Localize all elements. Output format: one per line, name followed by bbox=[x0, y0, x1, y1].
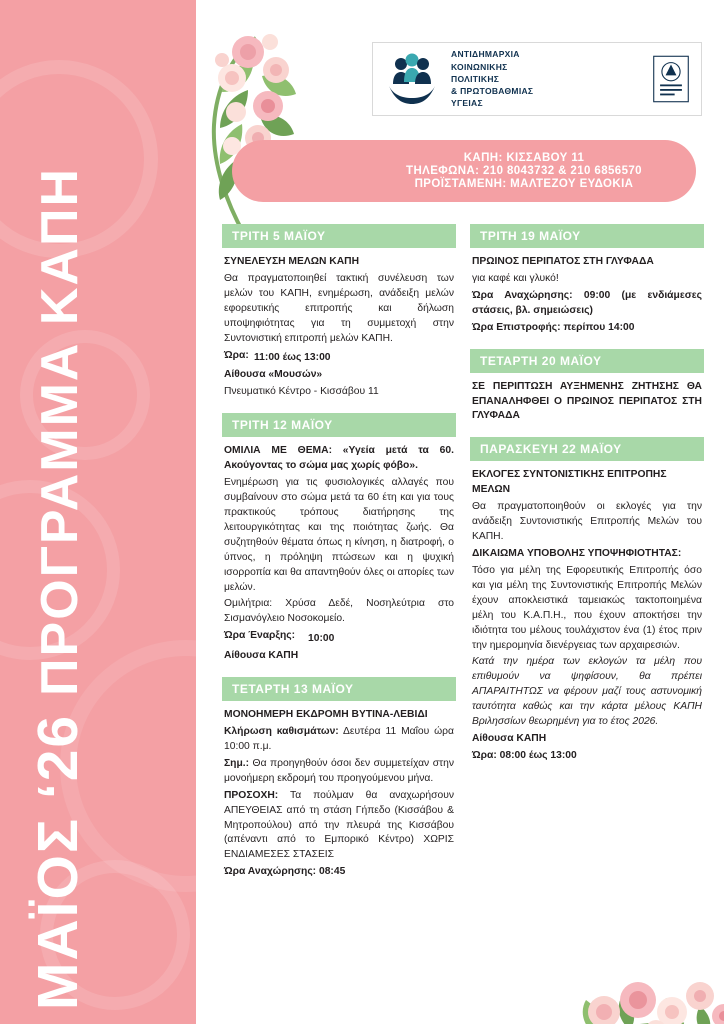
section-header-may19: ΤΡΙΤΗ 19 ΜΑΪΟΥ bbox=[470, 224, 704, 248]
logo-text: ΑΝΤΙΔΗΜΑΡΧΙΑ ΚΟΙΝΩΝΙΚΗΣ ΠΟΛΙΤΙΚΗΣ & ΠΡΩΤΟΒΑΘΜΙΑΣ ΥΓΕΙΑΣ bbox=[451, 49, 534, 109]
kapi-manager: ΠΡΟΪΣΤΑΜΕΝΗ: ΜΑΛΤΕΖΟΥ ΕΥΔΟΚΙΑ bbox=[414, 178, 634, 190]
hands-holding-people-icon bbox=[381, 50, 443, 108]
event-text-may19: για καφέ και γλυκό! bbox=[472, 272, 559, 284]
event-attention-may13: ΠΡΟΣΟΧΗ: Τα πούλμαν θα αναχωρήσουν ΑΠΕΥΘΕΙΑΣ από τη στάση Γήπεδο (Κισσάβου & Μητροπούλου) από την πλευρά της Κισσάβου (απέναντι από το Εμπορικό Κέντρο) ΧΩΡΙΣ ΕΝΔΙΑΜΕΣΕΣ ΣΤΑΣΕΙΣ bbox=[224, 789, 454, 861]
left-pink-band bbox=[0, 0, 196, 1024]
section-header-may13: ΤΕΤΑΡΤΗ 13 ΜΑΪΟΥ bbox=[222, 677, 456, 701]
event-subtitle-may22: ΔΙΚΑΙΩΜΑ ΥΠΟΒΟΛΗΣ ΥΠΟΨΗΦΙΟΤΗΤΑΣ: bbox=[472, 547, 682, 559]
section-body-may20 bbox=[470, 380, 704, 425]
event-title-may20: ΣΕ ΠΕΡΙΠΤΩΣΗ ΑΥΞΗΜΕΝΗΣ ΖΗΤΗΣΗΣ ΘΑ ΕΠΑΝΑΛΗΦΘΕΙ Ο ΠΡΩΙΝΟΣ ΠΕΡΙΠΑΤΟΣ ΣΤΗ ΓΛΥΦΑΔΑ bbox=[472, 380, 702, 422]
event-text-may5: Θα πραγματοποιηθεί τακτική συνέλευση των μελών του ΚΑΠΗ, ενημέρωση, ανάδειξη μελών εφορευτικής επιτροπής και δήλωση υποψηφιότητας για τη συμμετοχή στην Συντονιστική επιτροπή μελών ΚΑΠΗ. bbox=[224, 272, 454, 344]
event-title-may19: ΠΡΩΙΝΟΣ ΠΕΡΙΠΑΤΟΣ ΣΤΗ ΓΛΥΦΑΔΑ bbox=[472, 256, 654, 267]
poster-title-program: ΠΡΟΓΡΑΜΜΑ ΚΑΠΗ bbox=[31, 166, 89, 697]
event-room-may5: Αίθουσα «Μουσών» bbox=[224, 369, 323, 381]
section-header-may12: ΤΡΙΤΗ 12 ΜΑΪΟΥ bbox=[222, 413, 456, 437]
event-venue-may5: Πνευματικό Κέντρο - Κισσάβου 11 bbox=[224, 386, 379, 398]
kapi-address: ΚΑΠΗ: ΚΙΣΣΑΒΟΥ 11 bbox=[463, 152, 585, 164]
event-time-may22: Ώρα: 08:00 έως 13:00 bbox=[472, 749, 577, 761]
poster-title-month: ΜΑΪΟΣ ‘26 bbox=[26, 713, 90, 1010]
event-start-time-value-may12: 10:00 bbox=[308, 633, 335, 645]
municipal-seal-icon bbox=[649, 51, 693, 107]
section-header-may5: ΤΡΙΤΗ 5 ΜΑΪΟΥ bbox=[222, 224, 456, 248]
section-header-may22: ΠΑΡΑΣΚΕΥΗ 22 ΜΑΪΟΥ bbox=[470, 437, 704, 461]
event-room-may22: Αίθουσα ΚΑΠΗ bbox=[472, 733, 547, 745]
event-departure-may13: Ώρα Αναχώρησης: 08:45 bbox=[224, 866, 346, 878]
event-title-may12: ΟΜΙΛΙΑ ΜΕ ΘΕΜΑ: «Υγεία μετά τα 60. Ακούγοντας το σώμα μας χωρίς φόβο». bbox=[224, 445, 454, 472]
section-header-may20: ΤΕΤΑΡΤΗ 20 ΜΑΪΟΥ bbox=[470, 349, 704, 373]
section-body-may12 bbox=[222, 444, 456, 664]
event-room-may12: Αίθουσα ΚΑΠΗ bbox=[224, 650, 299, 662]
event-note-may13: Σημ.: Θα προηγηθούν όσοι δεν συμμετείχαν στην μονοήμερη εκδρομή του προηγούμενου μήνα. bbox=[224, 757, 454, 784]
event-seat-draw-may13: Κλήρωση καθισμάτων: Δευτέρα 11 Μαΐου ώρα 10:00 π.μ. bbox=[224, 725, 454, 752]
event-voting-note-may22: Κατά την ημέρα των εκλογών τα μέλη που επιθυμούν να ψηφίσουν, θα πρέπει ΑΠΑΡΑΙΤΗΤΩΣ να φέρουν μαζί τους αστυνομική ταυτότητα καθώς και την κάρτα μέλους ΚΑΠΗ Βριλησσίων θεωρημένη για το έτος 2026. bbox=[472, 656, 702, 728]
event-eligibility-may22: Τόσο για μέλη της Εφορευτικής Επιτροπής όσο και για μέλη της Συντονιστικής Επιτροπής Μελών έχουν αποκλειστικά ταμειακώς τακτοποιημένα μέλη του Κ.Α.Π.Η., που έχουν αποκτήσει την ιδιότητα του μέλους τουλάχιστον ένα (1) έτος πριν την ημερομηνία διενέργειας των αρχαιρεσιών. bbox=[472, 564, 702, 651]
content-area bbox=[196, 0, 724, 1024]
event-departure-may19: Ώρα Αναχώρησης: 09:00 (με ενδιάμεσες στάσεις, βλ. σημειώσεις) bbox=[472, 289, 702, 316]
section-body-may5 bbox=[222, 255, 456, 400]
contact-info-banner bbox=[232, 140, 696, 202]
event-time-may5: Ώρα: bbox=[224, 349, 249, 361]
event-text-may22: Θα πραγματοποιηθούν οι εκλογές για την ανάδειξη Συντονιστικής Επιτροπής Μελών του ΚΑΠΗ. bbox=[472, 501, 702, 543]
program-columns bbox=[222, 224, 704, 893]
section-body-may22 bbox=[470, 468, 704, 764]
section-body-may19 bbox=[470, 255, 704, 336]
event-return-may19: Ώρα Επιστροφής: περίπου 14:00 bbox=[472, 321, 635, 333]
event-title-may13: ΜΟΝΟΗΜΕΡΗ ΕΚΔΡΟΜΗ ΒΥΤΙΝΑ-ΛΕΒΙΔΙ bbox=[224, 709, 428, 721]
logo-box bbox=[372, 42, 702, 116]
left-column bbox=[222, 224, 456, 893]
kapi-phones: ΤΗΛΕΦΩΝΑ: 210 8043732 & 210 6856570 bbox=[406, 165, 642, 177]
event-title-may22: ΕΚΛΟΓΕΣ ΣΥΝΤΟΝΙΣΤΙΚΗΣ ΕΠΙΤΡΟΠΗΣ ΜΕΛΩΝ bbox=[472, 469, 667, 496]
vertical-title-wrap bbox=[0, 0, 196, 1024]
event-start-time-may12: Ώρα Έναρξης: bbox=[224, 630, 296, 642]
section-body-may13 bbox=[222, 708, 456, 880]
right-column bbox=[470, 224, 704, 893]
event-time-value-may5: 11:00 έως 13:00 bbox=[254, 352, 331, 364]
poster-vertical-title bbox=[26, 166, 90, 1010]
event-text-may12: Ενημέρωση για τις φυσιολογικές αλλαγές που συμβαίνουν στο σώμα μετά τα 60 έτη και για τους πρακτικούς τρόπους διατήρησης της λειτουργικότητας και της ποιότητας ζωής. Θα συζητηθούν θέματα όπως η κίνηση, η διατροφή, ο ύπνος, η πρόληψη πτώσεων και η ψυχική ισορροπία και θα απαντηθούν όλες οι απορίες των μελών. bbox=[224, 477, 454, 593]
event-title-may5: ΣΥΝΕΛΕΥΣΗ ΜΕΛΩΝ ΚΑΠΗ bbox=[224, 256, 360, 267]
event-speaker-may12: Ομιλήτρια: Χρύσα Δεδέ, Νοσηλεύτρια στο Σισμανόγλειο Νοσοκομείο. bbox=[224, 598, 454, 625]
